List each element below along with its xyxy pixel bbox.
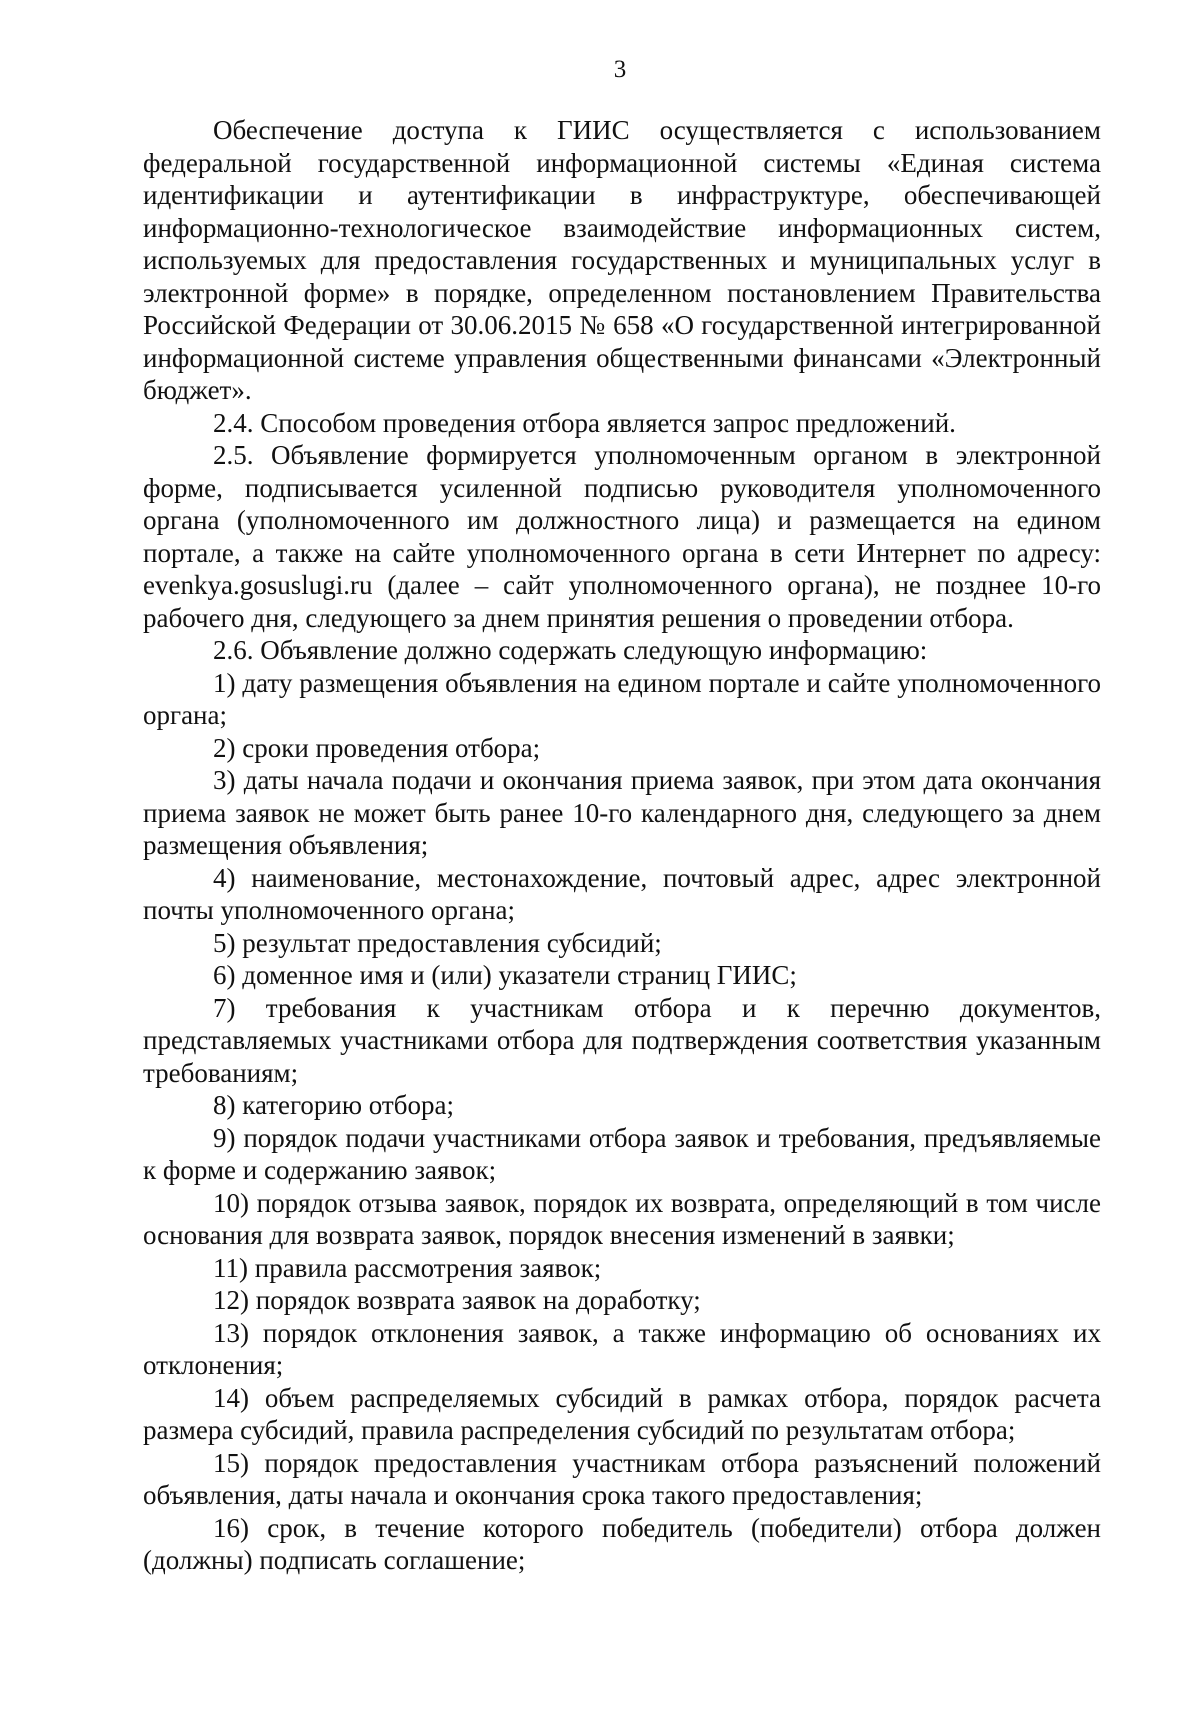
list-item-1: 1) дату размещения объявления на едином портале и сайте уполномоченного органа; xyxy=(143,667,1101,730)
list-item-2: 2) сроки проведения отбора; xyxy=(213,732,541,763)
list-item-6: 6) доменное имя и (или) указатели страниц ГИИС; xyxy=(213,960,797,990)
list-item-3: 3) даты начала подачи и окончания приема заявок, при этом дата окончания приема заявок не может быть ранее 10-го календарного дня, следующего за днем размещения объявления; xyxy=(143,765,1101,860)
list-item-16: 16) срок, в течение которого победитель (победители) отбора должен (должны) подписать соглашение; xyxy=(143,1512,1101,1575)
document-body xyxy=(143,114,1101,1577)
list-item-8: 8) категорию отбора; xyxy=(213,1090,454,1120)
list-item-10: 10) порядок отзыва заявок, порядок их возврата, определяющий в том числе основания для возврата заявок, порядок внесения изменений в заявки; xyxy=(143,1187,1101,1250)
list-item-5: 5) результат предоставления субсидий; xyxy=(213,927,662,958)
paragraph-2-5: 2.5. Объявление формируется уполномоченным органом в электронной форме, подписывается усиленной подписью руководителя уполномоченного органа (уполномоченного им должностного лица) и размещается на едином портале, а также на сайте уполномоченного органа в сети Интернет по адресу: evenkya.gosuslugi.ru (далее – сайт уполномоченного органа), не позднее 10-го рабочего дня, следующего за днем принятия решения о проведении отбора. xyxy=(143,440,1101,633)
list-item-11: 11) правила рассмотрения заявок; xyxy=(213,1252,602,1283)
page-number: 3 xyxy=(613,56,627,83)
paragraph-2-6: 2.6. Объявление должно содержать следующую информацию: xyxy=(213,635,928,665)
paragraph-giis-access: Обеспечение доступа к ГИИС осуществляется с использованием федеральной государственной информационной системы «Единая система идентификации и аутентификации в инфраструктуре, обеспечивающей информационно-технологическое взаимодействие информационных систем, используемых для предоставления государственных и муниципальных услуг в электронной форме» в порядке, определенном постановлением Правительства Российской Федерации от 30.06.2015 № 658 «О государственной интегрированной информационной системе управления общественными финансами «Электронный бюджет». xyxy=(143,115,1101,405)
list-item-4: 4) наименование, местонахождение, почтовый адрес, адрес электронной почты уполномоченного органа; xyxy=(143,862,1101,925)
list-item-12: 12) порядок возврата заявок на доработку; xyxy=(213,1285,701,1315)
paragraph-2-4: 2.4. Способом проведения отбора является запрос предложений. xyxy=(213,407,956,438)
list-item-7: 7) требования к участникам отбора и к перечню документов, представляемых участниками отбора для подтверждения соответствия указанным требованиям; xyxy=(143,992,1101,1088)
list-item-15: 15) порядок предоставления участникам отбора разъяснений положений объявления, даты начала и окончания срока такого предоставления; xyxy=(143,1447,1101,1510)
list-item-14: 14) объем распределяемых субсидий в рамках отбора, порядок расчета размера субсидий, правила распределения субсидий по результатам отбора; xyxy=(143,1382,1101,1445)
list-item-13: 13) порядок отклонения заявок, а также информацию об основаниях их отклонения; xyxy=(143,1317,1101,1380)
list-item-9: 9) порядок подачи участниками отбора заявок и требования, предъявляемые к форме и содержанию заявок; xyxy=(143,1122,1101,1185)
